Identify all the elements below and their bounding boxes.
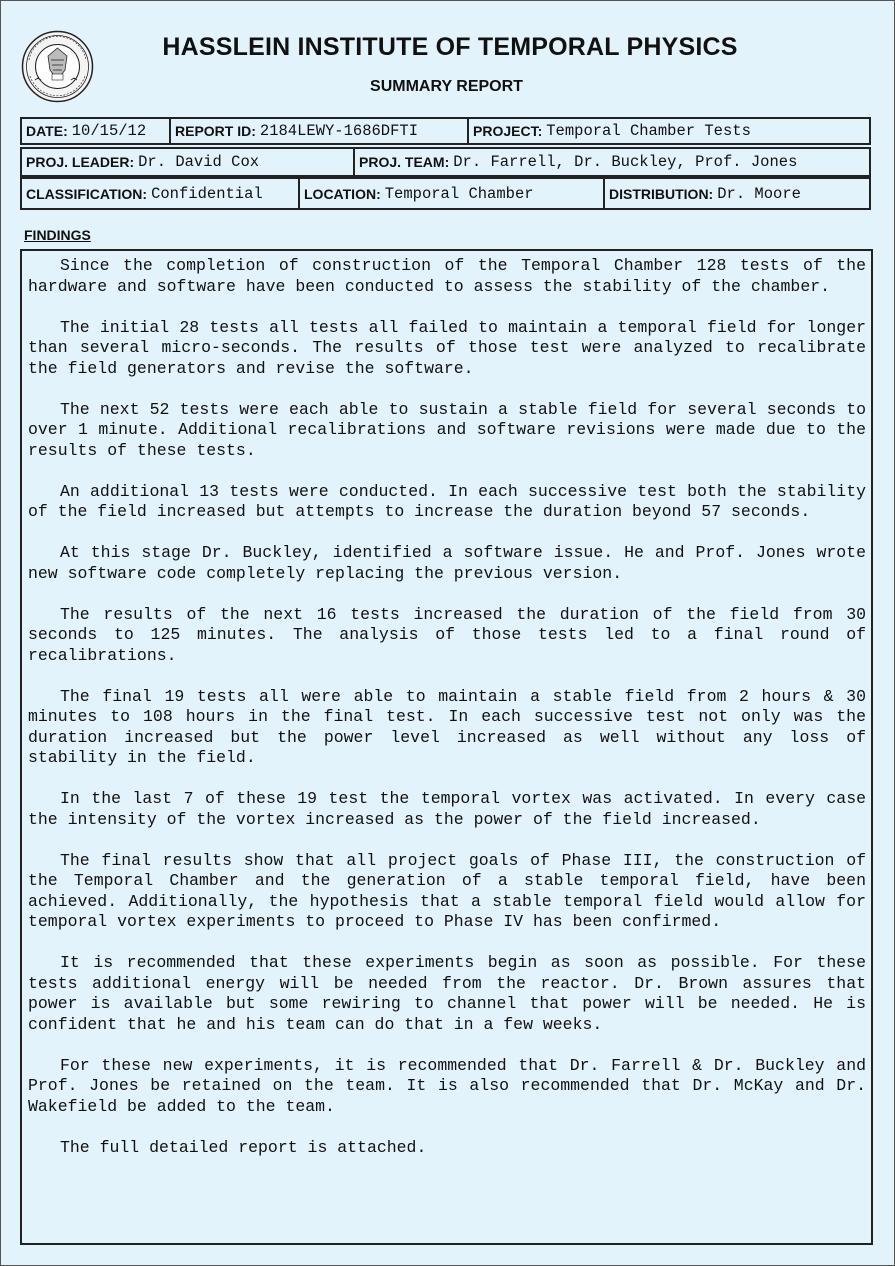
meta-row-2 [20, 147, 871, 177]
distribution-cell [605, 179, 869, 208]
date-value: 10/15/12 [71, 122, 147, 140]
report-type-title: SUMMARY REPORT [370, 78, 523, 95]
team-cell [355, 149, 869, 175]
leader-label: PROJ. LEADER: [26, 154, 135, 170]
distribution-value: Dr. Moore [717, 184, 801, 203]
team-value: Dr. Farrell, Dr. Buckley, Prof. Jones [453, 153, 798, 171]
findings-paragraph: In the last 7 of these 19 test the temporal vortex was activated. In every case the intensity of the vortex increased as the power of the field increased. [28, 789, 866, 829]
location-value: Temporal Chamber [384, 184, 534, 203]
classification-cell [22, 179, 300, 208]
meta-row-3 [20, 177, 871, 210]
leader-cell [22, 149, 355, 175]
location-cell [300, 179, 605, 208]
institute-seal-logo [21, 30, 94, 103]
findings-paragraph: For these new experiments, it is recommended that Dr. Farrell & Dr. Buckley and Prof. Jones be retained on the team. It is also recommended that Dr. McKay and Dr. Wakefield be added to the team. [28, 1055, 866, 1116]
findings-paragraph: The results of the next 16 tests increased the duration of the field from 30 seconds to 125 minutes. The analysis of those tests led to a final round of recalibrations. [28, 604, 866, 665]
findings-paragraph: The full detailed report is attached. [60, 1137, 427, 1157]
project-value: Temporal Chamber Tests [546, 122, 751, 140]
location-label: LOCATION: [304, 185, 381, 202]
report-id-label: REPORT ID: [175, 123, 256, 139]
findings-paragraph: The initial 28 tests all tests all failed to maintain a temporal field for longer than several micro-seconds. The results of those test were analyzed to recalibrate the field generators and revise the software. [28, 317, 866, 378]
findings-paragraph: The next 52 tests were each able to sustain a stable field for several seconds to over 1 minute. Additional recalibrations and software revisions were made due to the results of these tests. [28, 399, 866, 460]
project-label: PROJECT: [473, 123, 543, 139]
findings-box [20, 249, 873, 1245]
meta-row-1 [20, 117, 871, 145]
team-label: PROJ. TEAM: [359, 154, 450, 170]
findings-paragraph: The final results show that all project goals of Phase III, the construction of the Temporal Chamber and the generation of a stable temporal field, have been achieved. Additionally, the hypothesis that a stable temporal field would allow for temporal vortex experiments to proceed to Phase IV has been confirmed. [28, 850, 866, 931]
report-id-value: 2184LEWY-1686DFTI [259, 122, 419, 140]
findings-paragraph: At this stage Dr. Buckley, identified a software issue. He and Prof. Jones wrote new software code completely replacing the previous version. [28, 543, 866, 583]
findings-paragraph: The final 19 tests all were able to maintain a stable field from 2 hours & 30 minutes to 108 hours in the final test. In each successive test not only was the duration increased but the power level increased as well without any loss of stability in the field. [28, 686, 866, 767]
findings-paragraph: An additional 13 tests were conducted. In each successive test both the stability of the field increased but attempts to increase the duration beyond 57 seconds. [28, 481, 866, 521]
classification-label: CLASSIFICATION: [26, 185, 148, 202]
date-label: DATE: [26, 123, 68, 139]
findings-paragraph: It is recommended that these experiments begin as soon as possible. For these tests additional energy will be needed from the reactor. Dr. Brown assures that power is available but some rewiring to channel that power will be needed. He is confident that he and his team can do that in a few weeks. [28, 953, 866, 1034]
report-id-cell [171, 119, 469, 143]
findings-paragraph: Since the completion of construction of the Temporal Chamber 128 tests of the hardware and software have been conducted to assess the stability of the chamber. [28, 256, 866, 296]
leader-value: Dr. David Cox [138, 153, 260, 171]
classification-value: Confidential [151, 184, 263, 203]
findings-heading: FINDINGS [24, 227, 91, 243]
date-cell [22, 119, 171, 143]
institute-title: HASSLEIN INSTITUTE OF TEMPORAL PHYSICS [162, 33, 738, 61]
project-cell [469, 119, 869, 143]
distribution-label: DISTRIBUTION: [609, 185, 714, 202]
